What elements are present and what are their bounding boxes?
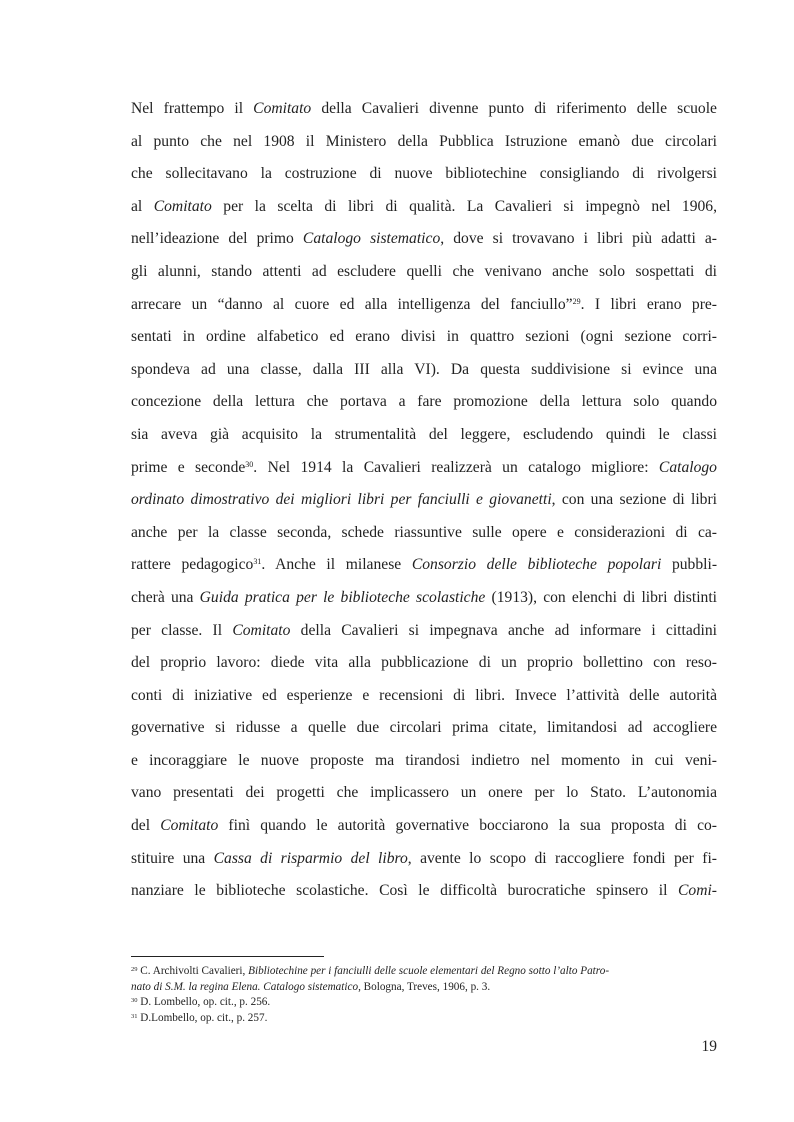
text-run: cherà una	[131, 588, 200, 606]
italic-text: ordinato dimostrativo dei migliori libri per fanciulli e giovanetti	[131, 491, 552, 509]
footnote-29-continued	[131, 980, 717, 996]
text-run: , dove si trovavano i libri più adatti a-	[440, 230, 718, 248]
text-run: , Bologna, Treves, 1906, p. 3.	[358, 980, 491, 993]
footnotes	[131, 964, 717, 1026]
text-line	[131, 777, 717, 810]
footnote-30	[131, 995, 717, 1011]
text-run: . Nel 1914 la Cavalieri realizzerà un catalogo migliore:	[253, 458, 659, 476]
text-line	[131, 93, 717, 126]
text-run: . I libri erano pre-	[580, 295, 718, 313]
footnote-marker: 30	[131, 997, 138, 1004]
footnote-marker: 29	[572, 296, 581, 306]
text-line	[131, 321, 717, 354]
text-run: finì quando le autorità governative bocciarono la sua proposta di co-	[218, 817, 717, 835]
text-line	[131, 680, 717, 713]
text-line	[131, 354, 717, 387]
text-line	[131, 158, 717, 191]
text-run: al punto che nel 1908 il Ministero della Pubblica Istruzione emanò due circolari	[131, 132, 717, 150]
text-line	[131, 386, 717, 419]
text-line	[131, 484, 717, 517]
text-run: anche per la classe seconda, schede riassuntive sulle opere e considerazioni di ca-	[131, 523, 717, 541]
text-line	[131, 712, 717, 745]
italic-text: Cassa di risparmio del libro	[213, 849, 408, 867]
text-run: C. Archivolti Cavalieri,	[137, 965, 249, 977]
text-run: conti di iniziative ed esperienze e recensioni di libri. Invece l’attività delle autorità	[131, 686, 717, 704]
text-line	[131, 419, 717, 452]
italic-text: Catalogo sistematico	[302, 230, 441, 248]
text-run: spondeva ad una classe, dalla III alla VI). Da questa suddivisione si evince una	[131, 360, 717, 378]
footnote-marker: 31	[253, 557, 262, 567]
text-run: prime e seconde	[131, 458, 246, 476]
text-line	[131, 289, 717, 322]
text-run: vano presentati dei progetti che implicassero un onere per lo Stato. L’autonomia	[131, 784, 717, 802]
text-line	[131, 875, 717, 908]
text-run: pubbli-	[661, 556, 718, 574]
text-run: rattere pedagogico	[131, 556, 254, 574]
text-run: e incoraggiare le nuove proposte ma tirandosi indietro nel momento in cui veni-	[131, 751, 717, 769]
text-run: concezione della lettura che portava a fare promozione della lettura solo quando	[131, 393, 717, 411]
text-run: . Anche il milanese	[261, 556, 412, 574]
text-run: sentati in ordine alfabetico ed erano divisi in quattro sezioni (ogni sezione corri-	[131, 328, 717, 346]
text-run: governative si ridusse a quelle due circolari prima citate, limitandosi ad accogliere	[131, 719, 717, 737]
text-line	[131, 647, 717, 680]
text-line	[131, 843, 717, 876]
italic-text: Comitato	[253, 100, 312, 117]
text-run: D. Lombello, op. cit., p. 256.	[137, 996, 271, 1008]
text-line	[131, 223, 717, 256]
footnote-31	[131, 1011, 717, 1027]
text-run: stituire una	[131, 849, 214, 867]
text-run: Nel frattempo il	[131, 100, 254, 117]
text-line	[131, 191, 717, 224]
text-line	[131, 517, 717, 550]
text-run: del	[131, 817, 161, 835]
text-run: per la scelta di libri di qualità. La Cavalieri si impegnò nel 1906,	[211, 197, 717, 215]
text-run: nell’ideazione del primo	[131, 230, 303, 248]
text-run: nanziare le biblioteche scolastiche. Così le difficoltà burocratiche spinsero il	[131, 882, 679, 900]
text-run: , avente lo scopo di raccogliere fondi per fi-	[407, 849, 717, 867]
text-line	[131, 745, 717, 778]
italic-text: Guida pratica per le biblioteche scolastiche	[199, 588, 486, 606]
text-run: che sollecitavano la costruzione di nuove bibliotechine consigliando di rivolgersi	[131, 165, 717, 183]
italic-text: nato di S.M. la regina Elena. Catalogo sistematico	[131, 980, 359, 993]
italic-text: Comitato	[232, 621, 291, 639]
text-run: gli alunni, stando attenti ad escludere quelli che venivano anche solo sospettati di	[131, 262, 717, 280]
footnote-marker: 31	[131, 1012, 138, 1020]
text-run: (1913), con elenchi di libri distinti	[485, 588, 717, 606]
italic-text: Comi-	[678, 882, 717, 900]
body-paragraph	[131, 93, 717, 908]
text-line	[131, 256, 717, 289]
text-line	[131, 810, 717, 843]
text-run: D.Lombello, op. cit., p. 257.	[137, 1011, 268, 1024]
text-line	[131, 549, 717, 582]
italic-text: Consorzio delle biblioteche popolari	[411, 556, 662, 574]
italic-text: Comitato	[153, 197, 212, 215]
text-run: , con una sezione di libri	[551, 491, 718, 509]
text-run: sia aveva già acquisito la strumentalità del leggere, escludendo quindi le classi	[131, 425, 717, 443]
text-line	[131, 615, 717, 648]
text-run: per classe. Il	[131, 621, 233, 639]
text-run: arrecare un “danno al cuore ed alla intelligenza del fanciullo”	[131, 295, 573, 313]
text-line	[131, 126, 717, 159]
italic-text: Comitato	[160, 817, 219, 835]
footnote-marker: 30	[245, 459, 254, 469]
text-run: al	[131, 197, 154, 215]
text-run: del proprio lavoro: diede vita alla pubblicazione di un proprio bollettino con reso-	[131, 654, 717, 672]
text-line	[131, 452, 717, 485]
footnote-separator	[131, 956, 324, 957]
footnote-29	[131, 964, 717, 980]
italic-text: Catalogo	[658, 458, 717, 476]
text-line	[131, 582, 717, 615]
text-run: della Cavalieri si impegnava anche ad informare i cittadini	[290, 621, 718, 639]
page-number: 19	[701, 1038, 717, 1055]
italic-text: Bibliotechine per i fanciulli delle scuole elementari del Regno sotto l’alto Patro-	[248, 965, 610, 977]
footnote-marker: 29	[131, 966, 138, 973]
text-run: della Cavalieri divenne punto di riferimento delle scuole	[311, 100, 717, 117]
